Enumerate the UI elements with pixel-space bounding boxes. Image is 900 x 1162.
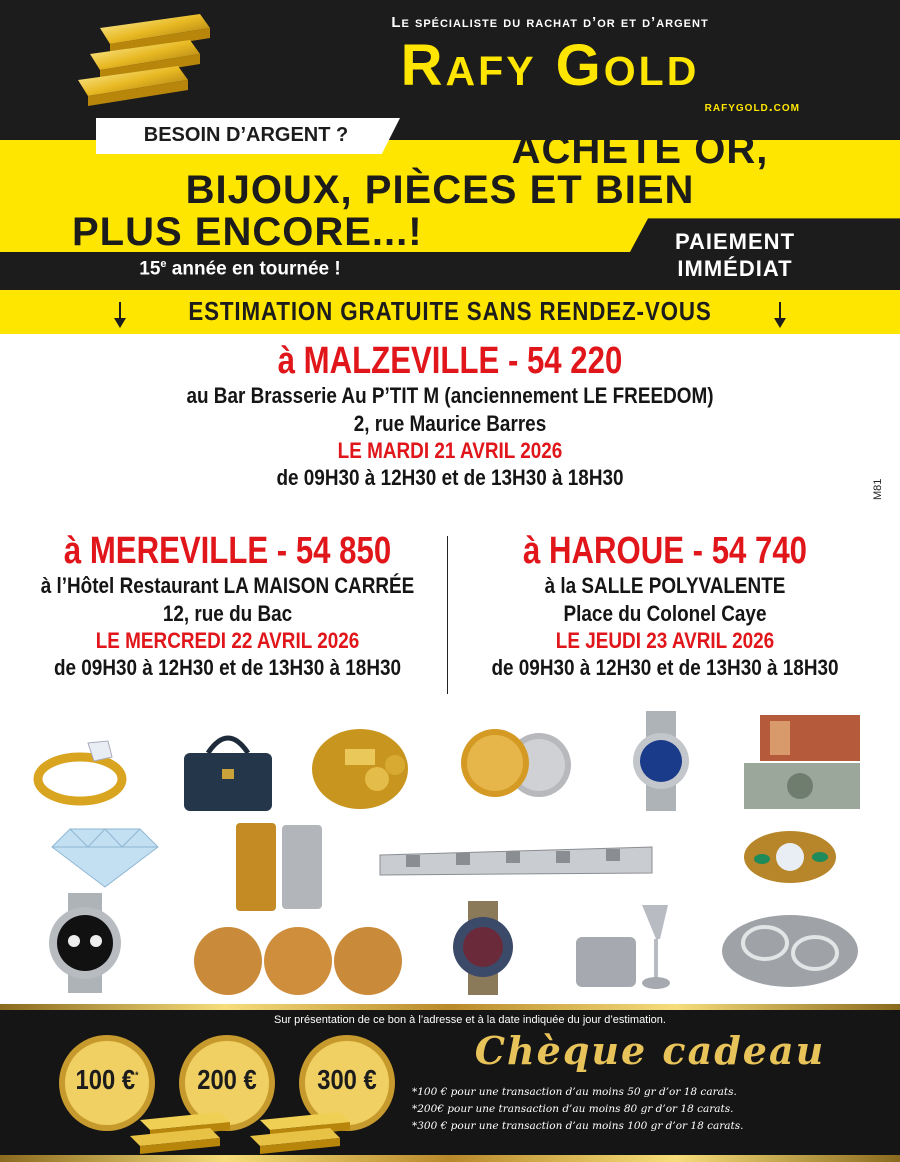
brand-logo: Rafy Gold bbox=[400, 33, 700, 98]
besoin-text: BESOIN D’ARGENT ? bbox=[143, 124, 349, 146]
website[interactable]: rafygold.com bbox=[704, 98, 800, 114]
event-address: Place du Colonel Caye bbox=[563, 601, 767, 626]
event-city: à HAROUE - 54 740 bbox=[522, 530, 808, 572]
event-haroue bbox=[450, 530, 880, 682]
edition-code: M81 bbox=[872, 478, 884, 500]
headline-line-1: ACHÈTE OR, bbox=[511, 128, 769, 172]
voucher-condition: *300 € pour une transaction d’au moins 100 gr d’or 18 carats. bbox=[412, 1120, 744, 1132]
diamond-icon bbox=[50, 819, 160, 889]
event-venue: à l’Hôtel Restaurant LA MAISON CARRÉE bbox=[40, 573, 415, 598]
event-date: LE JEUDI 23 AVRIL 2026 bbox=[555, 628, 775, 653]
ingots-icon bbox=[232, 823, 332, 913]
event-city: à MALZEVILLE - 54 220 bbox=[277, 340, 623, 382]
watch-icon bbox=[628, 711, 694, 811]
event-address: 2, rue Maurice Barres bbox=[353, 411, 547, 436]
coin-100: 100 €* bbox=[75, 1064, 139, 1095]
cheque-cadeau-title: Chèque cadeau bbox=[474, 1028, 826, 1073]
coin-200: 200 € bbox=[197, 1064, 257, 1095]
tour-years: 15e année en tournée ! bbox=[139, 258, 341, 280]
event-address: 12, rue du Bac bbox=[162, 601, 293, 626]
banknotes-icon bbox=[740, 715, 865, 813]
voucher-note: Sur présentation de ce bon à l’adresse et à la date indiquée du jour d’estimation. bbox=[274, 1014, 666, 1026]
silver-jewelry-icon bbox=[715, 903, 865, 993]
handbag-icon bbox=[178, 723, 278, 815]
estimation-text: ESTIMATION GRATUITE SANS RENDEZ-VOUS bbox=[188, 296, 712, 326]
gold-coins-icon bbox=[190, 923, 410, 999]
event-hours: de 09H30 à 12H30 et de 13H30 à 18H30 bbox=[53, 655, 402, 680]
event-date: LE MARDI 21 AVRIL 2026 bbox=[337, 438, 563, 463]
coins-icon bbox=[455, 723, 575, 803]
arrow-down-icon bbox=[772, 300, 788, 330]
event-venue: à la SALLE POLYVALENTE bbox=[544, 573, 786, 598]
tagline: Le spécialiste du rachat d’or et d’argent bbox=[391, 14, 709, 31]
chronograph-icon bbox=[42, 893, 128, 993]
ring-icon bbox=[28, 721, 138, 811]
product-gallery bbox=[0, 703, 900, 1003]
event-date: LE MERCREDI 22 AVRIL 2026 bbox=[95, 628, 360, 653]
column-divider bbox=[447, 536, 448, 694]
immediate-payment: PAIEMENT IMMÉDIAT bbox=[674, 229, 796, 281]
rolex-icon bbox=[448, 901, 518, 995]
event-malzeville bbox=[100, 340, 800, 492]
voucher-condition: *100 € pour une transaction d’au moins 50 gr d’or 18 carats. bbox=[412, 1086, 737, 1098]
event-venue: au Bar Brasserie Au P’TIT M (anciennement LE FREEDOM) bbox=[186, 383, 714, 408]
event-hours: de 09H30 à 12H30 et de 13H30 à 18H30 bbox=[491, 655, 839, 680]
arrow-down-icon bbox=[112, 300, 128, 330]
gold-border-bottom bbox=[0, 1155, 900, 1162]
event-city: à MEREVILLE - 54 850 bbox=[63, 530, 392, 572]
gold-chains-icon bbox=[305, 719, 415, 815]
event-mereville bbox=[10, 530, 445, 682]
coin-300: 300 € bbox=[317, 1064, 377, 1095]
event-hours: de 09H30 à 12H30 et de 13H30 à 18H30 bbox=[276, 465, 624, 490]
bracelet-icon bbox=[376, 827, 656, 893]
headline-line-3: PLUS ENCORE...! bbox=[72, 210, 423, 254]
gem-ring-icon bbox=[740, 827, 840, 887]
gold-bars-icon bbox=[70, 8, 220, 108]
headline-line-2: BIJOUX, PIÈCES ET BIEN bbox=[185, 168, 695, 212]
voucher-condition: *200€ pour une transaction d’au moins 80 gr d’or 18 carats. bbox=[412, 1103, 734, 1115]
silverware-icon bbox=[570, 899, 680, 999]
gold-bars-icon bbox=[130, 1100, 420, 1154]
gold-border-top bbox=[0, 1004, 900, 1010]
